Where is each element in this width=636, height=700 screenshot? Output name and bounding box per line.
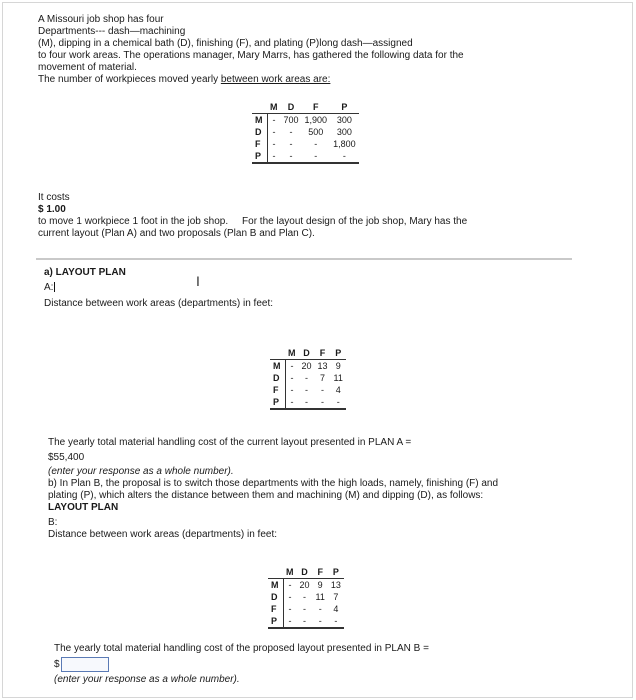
table-header: D: [297, 566, 313, 579]
plan-b-cost-input[interactable]: [61, 657, 109, 672]
plan-b-title: LAYOUT PLAN: [48, 502, 119, 513]
table-header: M: [285, 347, 299, 360]
table-row: M - 700 1,900 300: [252, 114, 359, 127]
intro-block: [38, 14, 464, 86]
table-header: D: [299, 347, 315, 360]
plan-b-answer-row: [54, 657, 429, 672]
table-header: P: [328, 566, 344, 579]
plan-b-table-container: [268, 566, 344, 629]
plan-a-label: A:: [44, 282, 54, 293]
cost-line: current layout (Plan A) and two proposals (Plan B and Plan C).: [38, 228, 315, 239]
intro-line: movement of material.: [38, 62, 137, 73]
plan-b-hint: (enter your response as a whole number).: [54, 674, 240, 685]
flow-table-container: [252, 101, 359, 164]
cost-line: It costs: [38, 192, 70, 203]
plan-a-hint: (enter your response as a whole number).: [48, 466, 234, 477]
plan-a-cost-answer: $55,400: [48, 452, 85, 463]
table-header: [270, 347, 285, 360]
plan-a-block: [44, 267, 273, 310]
distance-caption: Distance between work areas (departments) in feet:: [48, 529, 277, 540]
table-header: D: [281, 101, 302, 114]
plan-b-cost-question: The yearly total material handling cost of the proposed layout presented in PLAN B =: [54, 643, 429, 654]
table-row: P - - - -: [268, 615, 344, 628]
plan-a-answer-block: [48, 437, 498, 541]
intro-line: A Missouri job shop has four: [38, 14, 164, 25]
intro-line: to four work areas. The operations manager, Mary Marrs, has gathered the following data for the: [38, 50, 464, 61]
table-row: F - - - 1,800: [252, 138, 359, 150]
text-cursor-icon: I: [196, 273, 200, 289]
flow-matrix-table: [252, 101, 359, 164]
intro-line: The number of workpieces moved yearly between work areas are:: [38, 74, 331, 85]
table-header: M: [283, 566, 297, 579]
table-header: [268, 566, 283, 579]
table-header: F: [302, 101, 331, 114]
plan-a-title: a) LAYOUT PLAN: [44, 267, 126, 278]
underlined-text: between work areas are:: [220, 74, 331, 85]
plan-b-answer-block: [54, 643, 429, 686]
table-row: P - - - -: [252, 150, 359, 163]
table-header: F: [313, 566, 328, 579]
table-header: M: [267, 101, 281, 114]
text-caret: [54, 282, 55, 292]
table-row: P - - - -: [270, 396, 346, 409]
table-row: D - - 7 11: [270, 372, 346, 384]
intro-line: (M), dipping in a chemical bath (D), finishing (F), and plating (P)long dash—assigned: [38, 38, 413, 49]
plan-b-distance-table: [268, 566, 344, 629]
cost-line: to move 1 workpiece 1 foot in the job shop. For the layout design of the job shop, Mary has the: [38, 216, 468, 227]
currency-symbol: $: [54, 659, 60, 671]
table-row: D - - 500 300: [252, 126, 359, 138]
table-row: D - - 11 7: [268, 591, 344, 603]
table-row: F - - - 4: [270, 384, 346, 396]
table-row: F - - - 4: [268, 603, 344, 615]
plan-a-cost-question: The yearly total material handling cost of the current layout presented in PLAN A =: [48, 437, 412, 448]
plan-a-distance-table: [270, 347, 346, 410]
table-row: M - 20 9 13: [268, 579, 344, 592]
plan-a-table-container: [270, 347, 346, 410]
plan-b-intro: b) In Plan B, the proposal is to switch those departments with the high loads, namely, finishing (F) and: [48, 478, 499, 489]
plan-b-label: B:: [48, 517, 58, 528]
table-header: [252, 101, 267, 114]
intro-line: Departments--- dash—machining: [38, 26, 186, 37]
cost-value: $ 1.00: [38, 204, 66, 215]
section-divider: [36, 258, 572, 260]
table-row: M - 20 13 9: [270, 360, 346, 373]
cost-block: [38, 192, 467, 240]
table-header: P: [330, 101, 359, 114]
distance-caption: Distance between work areas (departments) in feet:: [44, 298, 273, 309]
table-header: P: [331, 347, 346, 360]
plan-b-intro: plating (P), which alters the distance between them and machining (M) and dipping (D), as follows:: [48, 490, 484, 501]
table-header: F: [315, 347, 331, 360]
